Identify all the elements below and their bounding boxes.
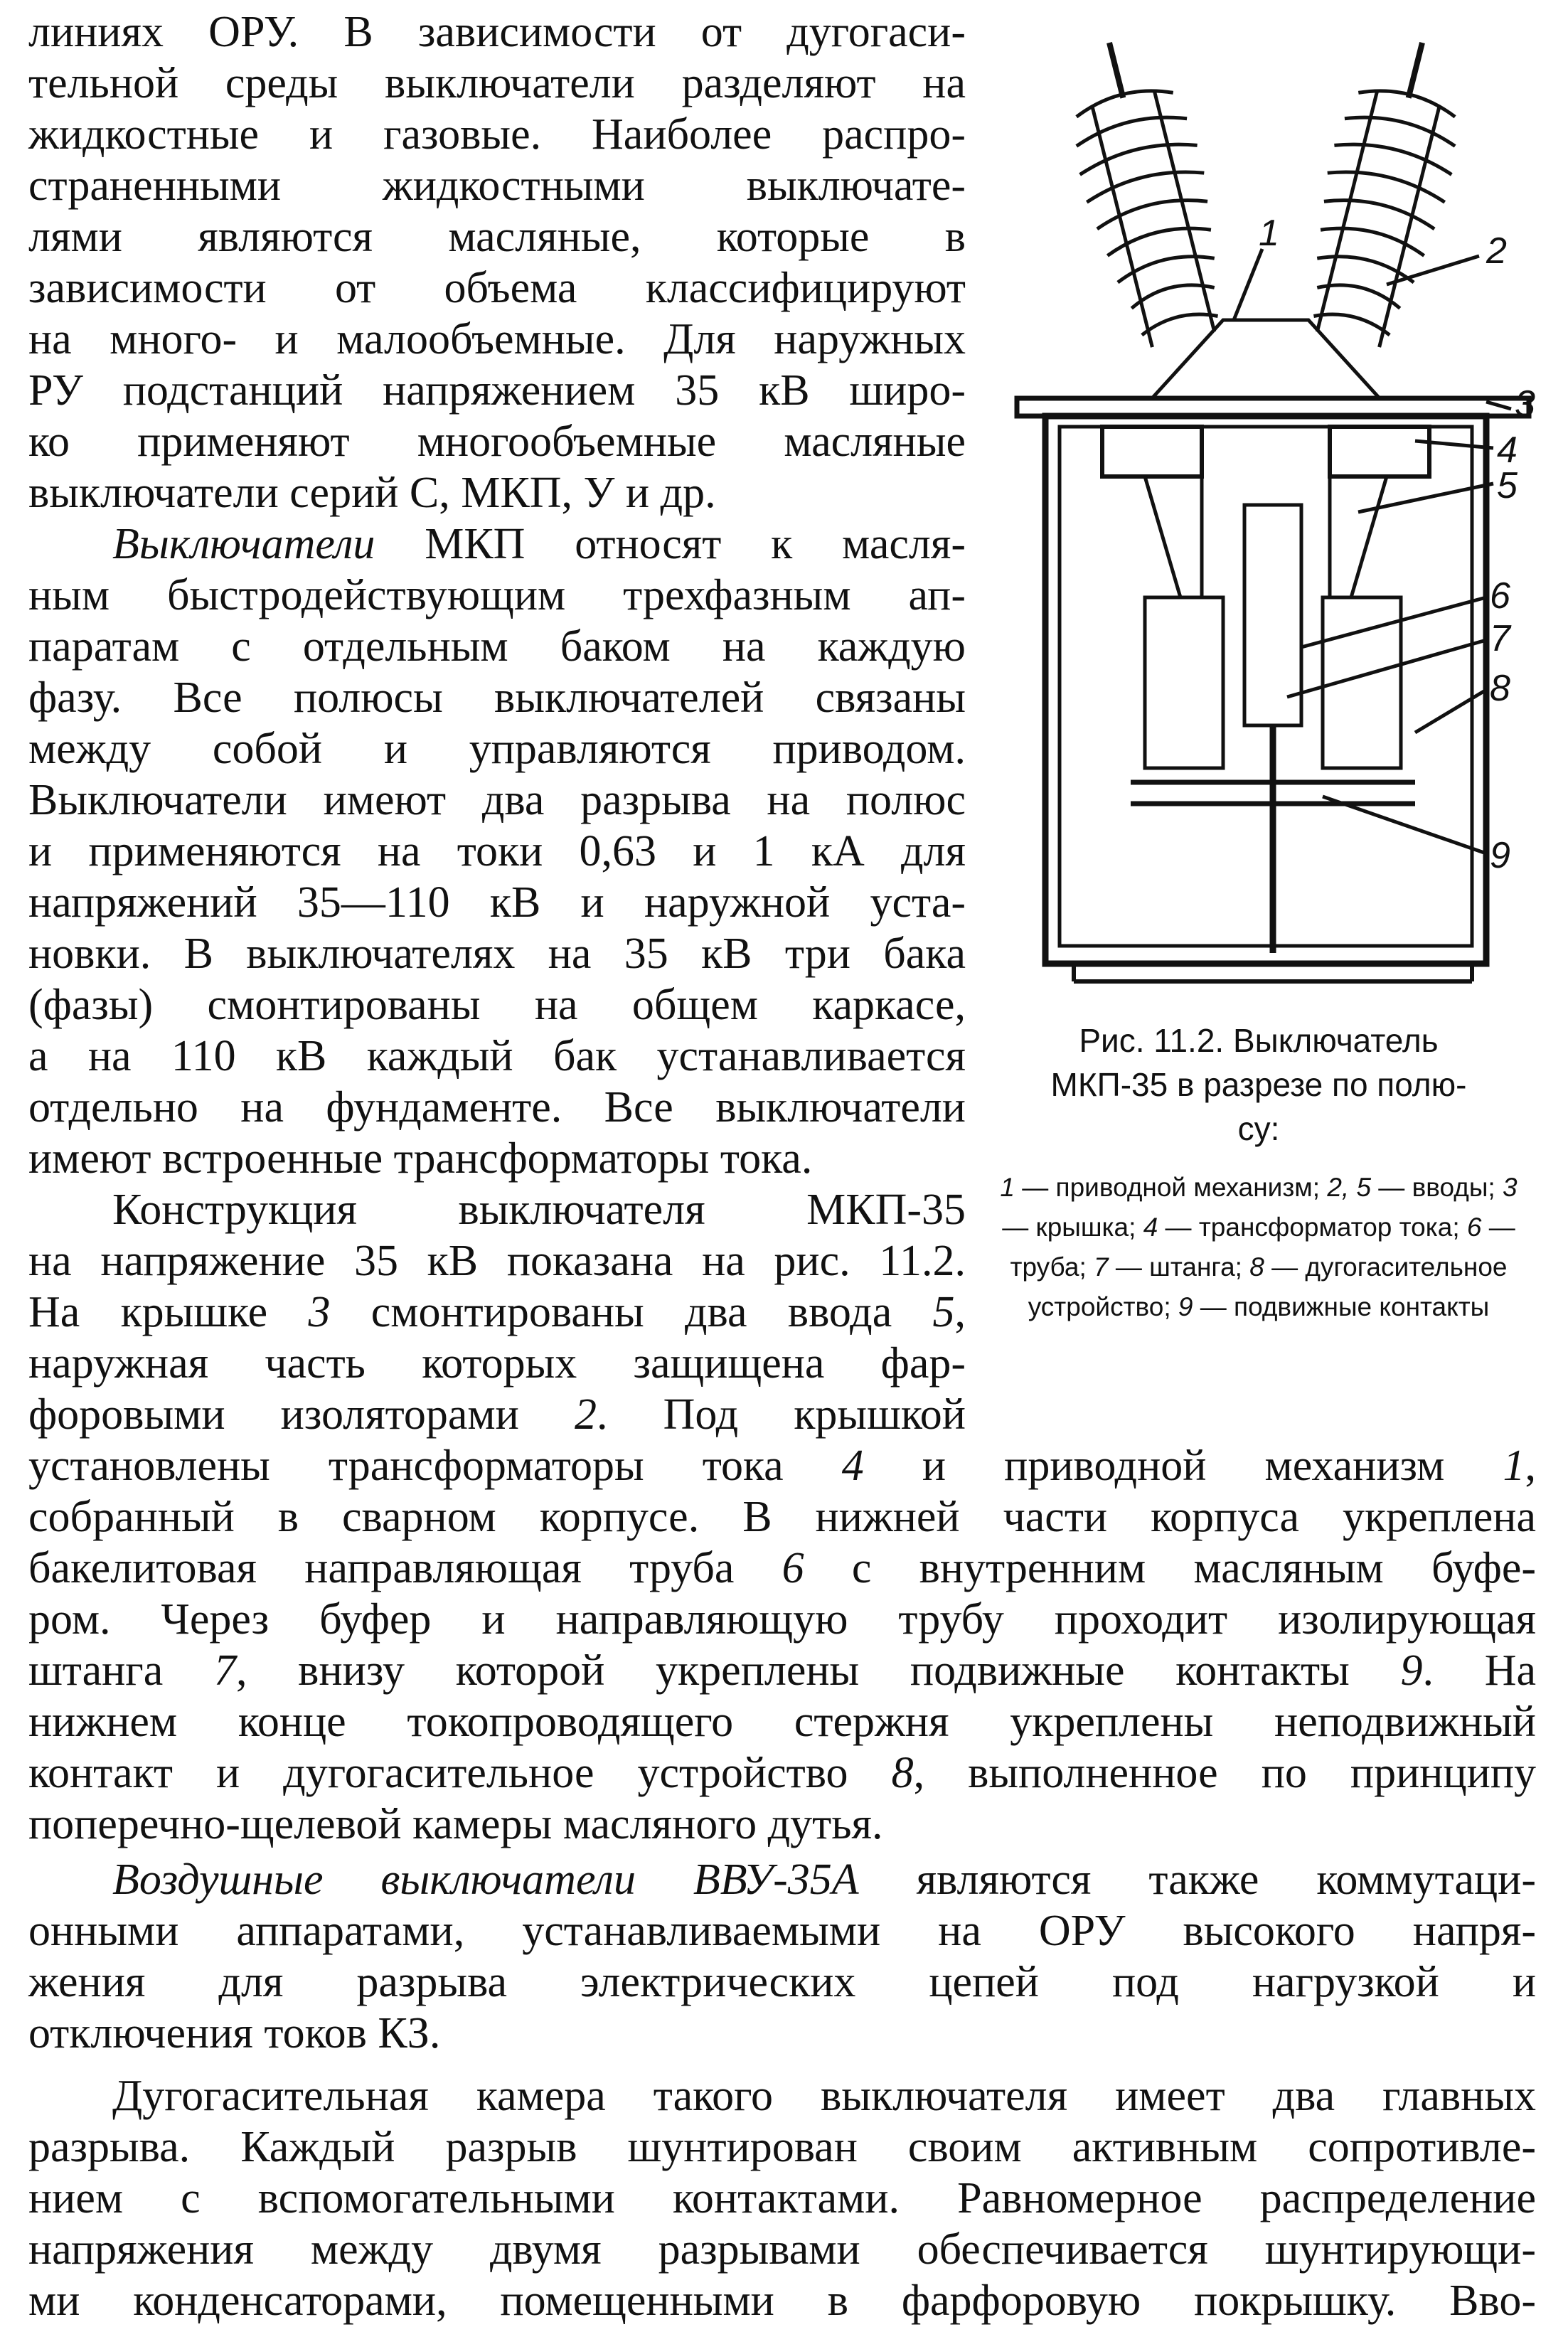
text-line: страненными жидкостными выключате-: [28, 161, 966, 210]
text-line: [28, 518, 966, 570]
text-line: разрыва. Каждый разрыв шунтирован своим активным сопротивле-: [28, 2123, 1536, 2171]
text-line: Дугогасительная камера такого выключателя имеет два главных: [112, 2072, 1536, 2120]
caption-title-line: МКП-35 в разрезе по полю-: [1050, 1066, 1467, 1103]
caption-legend: [974, 1168, 1543, 1327]
text-span: МКП относят к масля-: [375, 520, 966, 568]
text-line: жения для разрыва электрических цепей под нагрузкой и: [28, 1958, 1536, 2006]
figure-caption: [974, 1018, 1543, 1327]
caption-title-line: Рис. 11.2. Выключатель: [1079, 1022, 1439, 1059]
text-span: и приводной механизм: [863, 1442, 1503, 1490]
legend-num: 3: [1503, 1173, 1518, 1202]
text-line: имеют встроенные трансформаторы тока.: [28, 1134, 813, 1183]
text-span: контакт и дугогасительное устройство: [28, 1749, 892, 1797]
figure-label: 2: [1486, 230, 1507, 272]
ref-number: 4: [841, 1442, 864, 1490]
text-line: линиях ОРУ. В зависимости от дугогаси-: [28, 8, 966, 56]
text-line: напряжений 35—110 кВ и наружной уста-: [28, 878, 966, 927]
figure-label: 1: [1259, 213, 1279, 254]
legend-num: 2, 5: [1327, 1173, 1372, 1202]
text-line: паратам с отдельным баком на каждую: [28, 622, 966, 671]
text-line: жидкостные и газовые. Наиболее распро-: [28, 110, 966, 159]
text-line: наружная часть которых защищена фар-: [28, 1339, 966, 1388]
legend-num: 7: [1094, 1252, 1109, 1282]
text-span: . На: [1422, 1646, 1536, 1695]
text-span: , выполненное по принципу: [913, 1749, 1536, 1797]
text-line: собранный в сварном корпусе. В нижней части корпуса укреплена: [28, 1493, 1536, 1541]
text-span: ,: [1525, 1442, 1536, 1490]
text-line: Конструкция выключателя МКП-35: [112, 1186, 966, 1234]
legend-text: — труба;: [1010, 1213, 1515, 1282]
text-span: смонтированы два ввода: [330, 1288, 933, 1336]
breaker-drawing: [988, 14, 1550, 1010]
text-line: (фазы) смонтированы на общем каркасе,: [28, 981, 966, 1029]
text-line: поперечно-щелевой камеры масляного дутья.: [28, 1800, 883, 1848]
left-bushing: [1051, 28, 1242, 353]
text-line: выключатели серий С, МКП, У и др.: [28, 469, 716, 517]
text-span: установлены трансформаторы тока: [28, 1442, 842, 1490]
legend-text: — крышка;: [1002, 1213, 1143, 1242]
text-line: [28, 1439, 1536, 1492]
legend-num: 8: [1249, 1252, 1264, 1282]
legend-text: — штанга;: [1108, 1252, 1250, 1282]
text-line: тельной среды выключатели разделяют на: [28, 59, 966, 107]
ref-number: 8: [891, 1749, 914, 1797]
text-line: между собой и управляются приводом.: [28, 725, 966, 773]
text-line: РУ подстанций напряжением 35 кВ широ-: [28, 366, 966, 415]
text-line: зависимости от объема классифицируют: [28, 264, 966, 312]
text-span: На крышке: [28, 1288, 309, 1336]
text-line: отдельно на фундаменте. Все выключатели: [28, 1083, 966, 1131]
tube: [1244, 505, 1301, 725]
legend-text: — дугогасительное устройство;: [1028, 1252, 1508, 1321]
text-span: с внутренним масляным буфе-: [804, 1544, 1536, 1592]
text-line: [28, 1388, 966, 1441]
legend-text: — приводной механизм;: [1014, 1173, 1328, 1202]
text-line: ным быстродействующим трехфазным ап-: [28, 571, 966, 619]
legend-text: — вводы;: [1371, 1173, 1503, 1202]
text-line: а на 110 кВ каждый бак устанавливается: [28, 1032, 966, 1080]
text-line: и применяются на токи 0,63 и 1 кА для: [28, 827, 966, 875]
breaker-figure: [988, 14, 1550, 1010]
ref-number: 1: [1503, 1442, 1525, 1490]
figure-label: 4: [1497, 430, 1518, 471]
text-line: новки. В выключателях на 35 кВ три бака: [28, 930, 966, 978]
text-line: на много- и малообъемные. Для наружных: [28, 315, 966, 363]
text-line: [28, 1644, 1536, 1697]
ref-number: 9: [1400, 1646, 1423, 1695]
ref-number: 7: [213, 1646, 236, 1695]
italic-term: Выключатели: [112, 520, 375, 568]
figure-label: 9: [1490, 835, 1510, 876]
text-line: лями являются масляные, которые в: [28, 213, 966, 261]
text-line: [28, 1747, 1536, 1799]
text-span: штанга: [28, 1646, 214, 1695]
text-line: ми конденсаторами, помещенными в фарфоровую покрышку. Вво-: [28, 2277, 1536, 2325]
text-line: [28, 1542, 1536, 1594]
text-span: бакелитовая направляющая труба: [28, 1544, 782, 1592]
figure-label: 3: [1515, 383, 1535, 425]
italic-term: Воздушные выключатели ВВУ-35А: [112, 1855, 859, 1904]
text-line: напряжения между двумя разрывами обеспечивается шунтирующи-: [28, 2225, 1536, 2274]
figure-label: 8: [1490, 668, 1510, 709]
ref-number: 5: [932, 1288, 955, 1336]
ref-number: 2: [574, 1390, 597, 1439]
figure-label: 7: [1490, 618, 1510, 659]
text-line: онными аппаратами, устанавливаемыми на ОРУ высокого напря-: [28, 1907, 1536, 1955]
text-span: форовыми изоляторами: [28, 1390, 575, 1439]
legend-text: — трансформатор тока;: [1158, 1213, 1467, 1242]
text-line: ром. Через буфер и направляющую трубу проходит изолирующая: [28, 1595, 1536, 1644]
text-span: ,: [954, 1288, 966, 1336]
text-span: , внизу которой укреплены подвижные контакты: [235, 1646, 1401, 1695]
legend-num: 9: [1178, 1292, 1193, 1321]
text-line: [28, 1853, 1536, 1906]
right-bushing: [1289, 28, 1481, 353]
legend-num: 6: [1466, 1213, 1482, 1242]
figure-label: 5: [1497, 465, 1518, 506]
text-line: Выключатели имеют два разрыва на полюс: [28, 776, 966, 824]
text-span: являются также коммутаци-: [858, 1855, 1536, 1904]
text-line: на напряжение 35 кВ показана на рис. 11.2.: [28, 1237, 966, 1285]
figure-label: 6: [1490, 575, 1510, 617]
text-span: . Под крышкой: [596, 1390, 966, 1439]
legend-num: 4: [1143, 1213, 1158, 1242]
text-line: нижнем конце токопроводящего стержня укреплены неподвижный: [28, 1698, 1536, 1746]
text-line: отключения токов КЗ.: [28, 2009, 441, 2057]
caption-title-line: су:: [1237, 1110, 1280, 1147]
legend-num: 1: [1000, 1173, 1015, 1202]
ref-number: 3: [308, 1288, 331, 1336]
ref-number: 6: [782, 1544, 804, 1592]
legend-text: — подвижные контакты: [1193, 1292, 1490, 1321]
text-line: [28, 1286, 966, 1338]
text-line: нием с вспомогательными контактами. Равномерное распределение: [28, 2174, 1536, 2222]
text-line: ко применяют многообъемные масляные: [28, 417, 966, 466]
text-line: фазу. Все полюсы выключателей связаны: [28, 673, 966, 722]
